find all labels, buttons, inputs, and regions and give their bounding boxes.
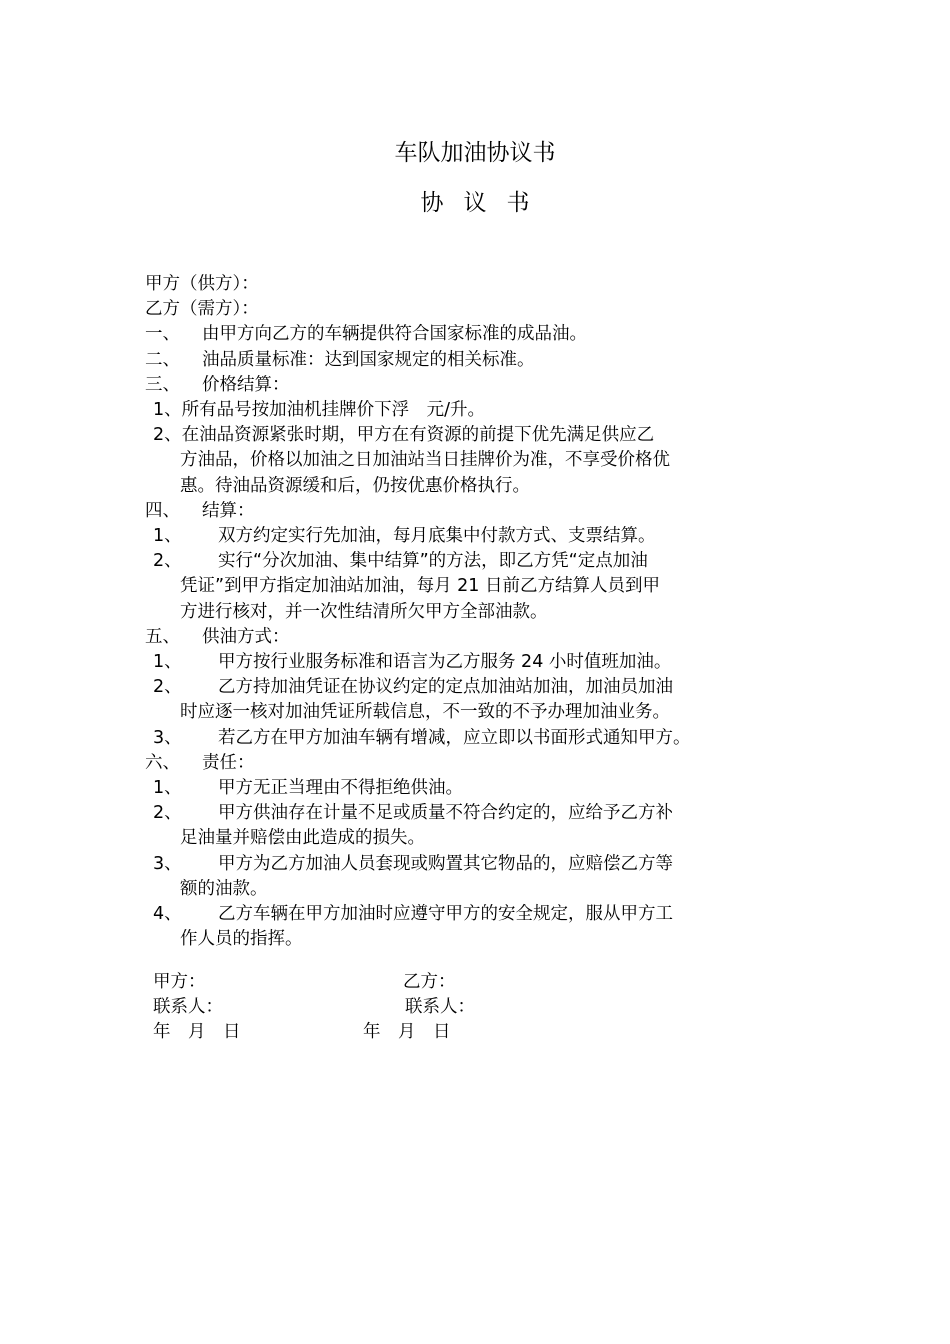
settle-item-1 <box>145 524 815 549</box>
item-text: 甲方按行业服务标准和语言为乙方服务 24 小时值班加油。 <box>218 652 672 673</box>
item-text: 乙方持加油凭证在协议约定的定点加油站加油，加油员加油 <box>218 677 673 698</box>
duty-item-1 <box>145 776 815 801</box>
item-text: 甲方供油存在计量不足或质量不符合约定的，应给予乙方补 <box>218 803 673 824</box>
agreement-body <box>145 272 815 952</box>
party-a-contact-label: 联系人： <box>153 997 223 1018</box>
document-title: 车队加油协议书 <box>394 140 556 166</box>
section-number: 四、 <box>145 500 180 521</box>
section-text: 结算： <box>202 500 255 521</box>
item-text-continued: 凭证”到甲方指定加油站加油，每月 21 日前乙方结算人员到甲 <box>180 576 660 597</box>
item-number: 2、 <box>153 677 182 698</box>
party-b-line: 乙方（需方）： <box>145 299 259 320</box>
item-number: 1、 <box>153 526 182 547</box>
item-text: 实行“分次加油、集中结算”的方法，即乙方凭“定点加油 <box>218 551 648 572</box>
item-text: 双方约定实行先加油，每月底集中付款方式、支票结算。 <box>218 526 656 547</box>
section-text: 油品质量标准：达到国家规定的相关标准。 <box>202 349 535 370</box>
item-text-continued: 时应逐一核对加油凭证所载信息，不一致的不予办理加油业务。 <box>180 702 670 723</box>
document-subtitle: 协议书 <box>420 190 550 216</box>
section-number: 五、 <box>145 626 180 647</box>
item-text-continued: 额的油款。 <box>180 878 268 899</box>
section-3 <box>145 373 815 398</box>
signature-block <box>153 970 753 1046</box>
item-number: 3、 <box>153 727 182 748</box>
item-text-continued: 作人员的指挥。 <box>180 929 303 950</box>
settle-item-2 <box>145 549 815 574</box>
item-number: 2、 <box>153 803 182 824</box>
item-text: 甲方为乙方加油人员套现或购置其它物品的，应赔偿乙方等 <box>218 853 673 874</box>
duty-item-3 <box>145 852 815 877</box>
section-4 <box>145 499 815 524</box>
section-text: 责任： <box>202 752 255 773</box>
signature-party-row <box>153 970 753 995</box>
party-a-line: 甲方（供方）： <box>145 274 259 294</box>
section-2 <box>145 348 815 373</box>
item-text: 所有品号按加油机挂牌价下浮 元/升。 <box>181 400 486 421</box>
duty-item-4 <box>145 902 815 927</box>
item-number: 1、 <box>153 400 182 421</box>
item-number: 1、 <box>153 778 182 799</box>
item-number: 2、 <box>153 425 182 446</box>
item-text: 乙方车辆在甲方加油时应遵守甲方的安全规定，服从甲方工 <box>218 904 673 925</box>
item-number: 2、 <box>153 551 182 572</box>
section-5 <box>145 625 815 650</box>
price-item-1 <box>145 398 815 423</box>
section-number: 六、 <box>145 752 180 773</box>
item-number: 1、 <box>153 652 182 673</box>
item-number: 3、 <box>153 853 182 874</box>
section-text: 供油方式： <box>202 626 290 647</box>
supply-item-1 <box>145 650 815 675</box>
supply-item-2 <box>145 675 815 700</box>
item-text: 若乙方在甲方加油车辆有增减，应立即以书面形式通知甲方。 <box>218 727 691 748</box>
duty-item-2 <box>145 801 815 826</box>
signature-date-row <box>153 1020 753 1045</box>
item-text-continued: 惠。待油品资源缓和后，仍按优惠价格执行。 <box>180 475 530 496</box>
section-number: 一、 <box>145 324 180 345</box>
party-b-contact-label: 联系人： <box>405 997 475 1018</box>
price-item-2 <box>145 423 815 448</box>
party-a-signature-label: 甲方： <box>153 972 206 992</box>
item-number: 4、 <box>153 904 182 925</box>
section-text: 价格结算： <box>202 374 290 395</box>
section-number: 二、 <box>145 349 180 370</box>
section-text: 由甲方向乙方的车辆提供符合国家标准的成品油。 <box>202 324 587 345</box>
party-b-date: 年 月 日 <box>363 1022 451 1043</box>
item-text-continued: 方进行核对，并一次性结清所欠甲方全部油款。 <box>180 601 548 622</box>
item-text: 甲方无正当理由不得拒绝供油。 <box>218 778 463 799</box>
section-6 <box>145 751 815 776</box>
item-text: 在油品资源紧张时期，甲方在有资源的前提下优先满足供应乙 <box>181 425 655 446</box>
section-number: 三、 <box>145 374 180 395</box>
party-b-signature-label: 乙方： <box>403 972 456 992</box>
party-a-date: 年 月 日 <box>153 1022 241 1043</box>
item-text-continued: 足油量并赔偿由此造成的损失。 <box>180 828 425 849</box>
item-text-continued: 方油品，价格以加油之日加油站当日挂牌价为准，不享受价格优 <box>180 450 670 471</box>
supply-item-3 <box>145 726 815 751</box>
section-1 <box>145 322 815 347</box>
signature-contact-row <box>153 995 753 1020</box>
